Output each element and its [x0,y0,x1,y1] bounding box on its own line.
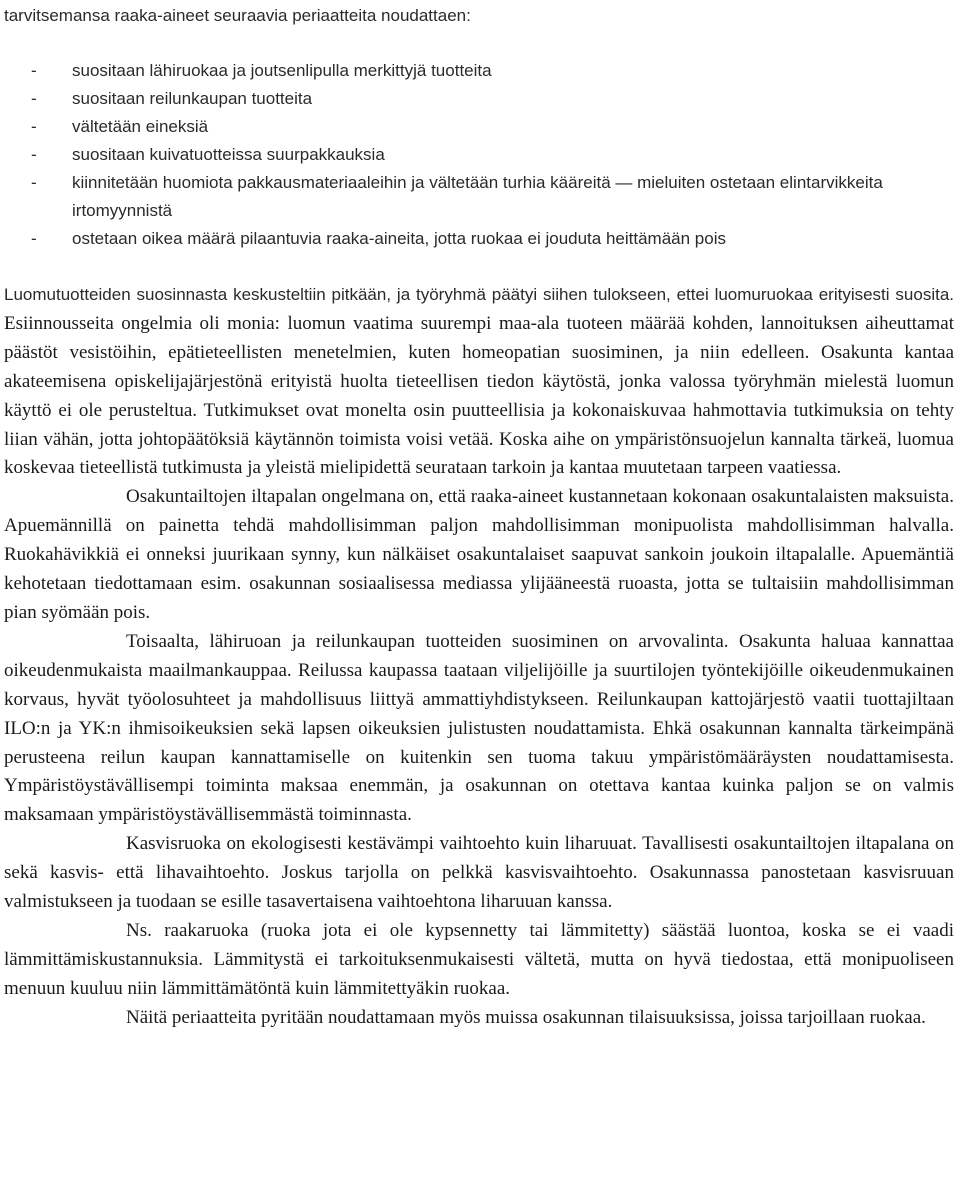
list-item-text: vältetään eineksiä [72,117,209,136]
paragraph-organic [4,281,954,483]
paragraph-fair-trade: Toisaalta, lähiruoan ja reilunkaupan tuotteiden suosiminen on arvovalinta. Osakunta haluaa kannattaa oikeudenmukaista maailmankauppaa. Reilussa kaupassa taataan viljelijöille ja suurtilojen työntekijöille oikeudenmukainen korvaus, hyvät työolosuhteet ja mahdollisuus liittyä ammattiyhdistykseen. Reilunkaupan kattojärjestö vaatii tuottajiltaan ILO:n ja YK:n ihmisoikeuksien sekä lapsen oikeuksien julistusten noudattamista. Ehkä osakunnan kannalta tärkeimpänä perusteena reilun kaupan kannattamiselle on kuitenkin sen tuoma takuu ympäristömääräysten noudattamisesta. Ympäristöystävällisempi toiminta maksaa enemmän, ja osakunnan on otettava kantaa kuinka paljon se on valmis maksamaan ympäristöystävällisemmästä toiminnasta. [4,630,954,826]
list-dash: - [31,145,37,164]
paragraph-organic-followup: Koska aihe on ympäristönsuojelun kannalta tärkeä, luomua koskevaa tieteellistä tutkimusta ja yleistä mielipidettä seurataan tarkoin ja kantaa muutetaan tarpeen vaatiessa. [4,428,954,479]
list-item [4,85,954,113]
paragraph-organic-problems: Esiinnousseita ongelmia oli monia: luomun vaatima suurempi maa-ala tuoteen määrää kohden, lannoituksen aiheuttamat päästöt vesistöihin, epätieteellisten menetelmien, kuten homeopatian suosiminen, ja niin edelleen. [4,312,954,363]
list-dash: - [31,61,37,80]
paragraph-organic-stance: Osakunta kantaa akateemisena opiskelijajärjestönä erityistä huolta tieteellisen tiedon käytöstä, jonka valossa työryhmän mielestä luomun käyttö ei ole perusteltua. [4,341,955,421]
document-page [4,0,954,1033]
list-item-text: kiinnitetään huomiota pakkausmateriaaleihin ja vältetään turhia kääreitä — mieluiten ostetaan elintarvikkeita irtomyynnistä [72,173,883,220]
list-item-text: ostetaan oikea määrä pilaantuvia raaka-aineita, jotta ruokaa ei jouduta heittämään pois [72,229,726,248]
list-item [4,225,954,253]
list-item-text: suositaan lähiruokaa ja joutsenlipulla merkittyjä tuotteita [72,61,492,80]
principles-list [4,57,954,253]
paragraph-organic-research: Tutkimukset ovat monelta osin puutteellisia ja kokonaiskuvaa hahmottavia tutkimuksia on tehty liian vähän, jotta johtopäätöksiä käytännön toimista voisi vetää. [4,399,954,450]
list-item [4,141,954,169]
list-dash: - [31,173,37,192]
paragraph-organic-sans: Luomutuotteiden suosinnasta keskusteltiin pitkään, ja työryhmä päätyi siihen tulokseen, ettei luomuruokaa erityisesti suosita. [4,285,954,304]
paragraph-other-events: Näitä periaatteita pyritään noudattamaan myös muissa osakunnan tilaisuuksissa, joissa tarjoillaan ruokaa. [126,1006,926,1028]
paragraph-vegetarian: Kasvisruoka on ekologisesti kestävämpi vaihtoehto kuin liharuuat. Tavallisesti osakuntailtojen iltapalana on sekä kasvis- että lihavaihtoehto. Joskus tarjolla on pelkkä kasvisvaihtoehto. Osakunnassa panostetaan kasvisruuan valmistukseen ja tuodaan se esille tasavertaisena vaihtoehtona liharuuan kanssa. [4,833,954,913]
body-text [4,281,954,1033]
paragraph-raw-food: Ns. raakaruoka (ruoka jota ei ole kypsennetty tai lämmitetty) säästää luontoa, koska se ei vaadi lämmittämiskustannuksia. Lämmitystä ei tarkoituksenmukaisesti vältetä, mutta on hyvä tiedostaa, että monipuoliseen menuun kuuluu niin lämmittämätöntä kuin lämmitettyäkin ruokaa. [4,919,954,999]
paragraph-evening-snack: Osakuntailtojen iltapalan ongelmana on, että raaka-aineet kustannetaan kokonaan osakuntalaisten maksuista. Apuemännillä on painetta tehdä mahdollisimman paljon mahdollisimman monipuolista mahdollisimman halvalla. Ruokahävikkiä ei onneksi juurikaan synny, kun nälkäiset osakuntalaiset saapuvat sankoin joukoin iltapalalle. Apuemäntiä kehotetaan tiedottamaan esim. osakunnan sosiaalisessa mediassa ylijääneestä ruoasta, jotta se tultaisiin mahdollisimman pian syömään pois. [4,486,954,623]
list-item [4,113,954,141]
list-item-text: suositaan kuivatuotteissa suurpakkauksia [72,145,385,164]
list-dash: - [31,117,37,136]
list-item [4,169,954,225]
list-dash: - [31,89,37,108]
intro-line: tarvitsemansa raaka-aineet seuraavia periaatteita noudattaen: [4,6,471,25]
list-item-text: suositaan reilunkaupan tuotteita [72,89,313,108]
list-dash: - [31,229,37,248]
list-item [4,57,954,85]
